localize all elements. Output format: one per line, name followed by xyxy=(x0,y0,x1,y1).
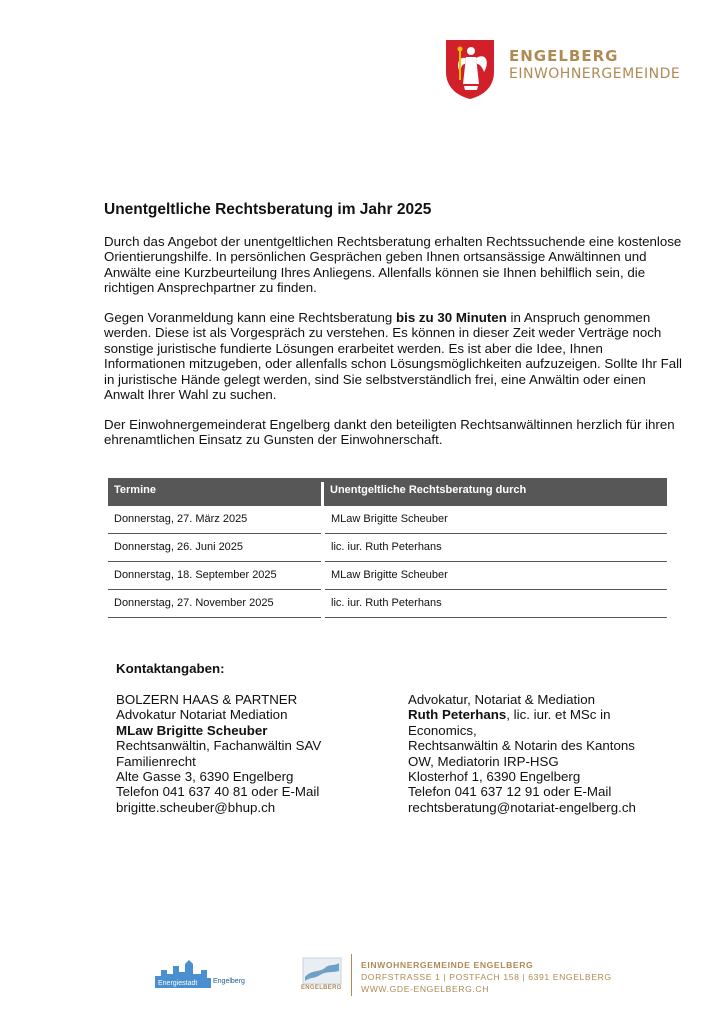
table-cell-date: Donnerstag, 27. März 2025 xyxy=(108,506,321,534)
energiestadt-label: Energiestadt xyxy=(158,980,198,987)
brand-wordmark xyxy=(509,49,680,81)
table-cell-date: Donnerstag, 26. Juni 2025 xyxy=(108,534,321,562)
table-cell-date: Donnerstag, 27. November 2025 xyxy=(108,590,321,618)
contact-phone: Telefon 041 637 12 91 oder E-Mail xyxy=(408,784,612,800)
engelberg-crest-logo xyxy=(444,38,496,100)
table-cell-date: Donnerstag, 18. September 2025 xyxy=(108,562,321,590)
paragraph2-text-after: in Anspruch genommen werden. Diese ist als Vorgespräch zu verstehen. Es können in dieser Zeit weder Verträge noch sonstige juristische fundierte Lösungen erarbeitet werden. Es ist aber die Idee, Ihnen Informationen mitzugeben, oder allenfalls schon Lösungsmöglichkeiten aufzuzeigen. Sollte Ihr Fall in juristische Hände gelegt werden, sind Sie selbstverständlich frei, eine Anwältin oder einen Anwalt Ihrer Wahl zu suchen. xyxy=(104,310,683,403)
contact-mediator: OW, Mediatorin IRP-HSG xyxy=(408,753,559,769)
contact-title: Rechtsanwältin, Fachanwältin SAV xyxy=(116,738,322,754)
footer-organization: EINWOHNERGEMEINDE ENGELBERG xyxy=(361,960,534,970)
contact-degree: , lic. iur. et MSc in xyxy=(506,707,611,723)
footer-address xyxy=(361,959,612,995)
paragraph2-text-before: Gegen Voranmeldung kann eine Rechtsberatung xyxy=(104,310,396,325)
brand-subtitle: EINWOHNERGEMEINDE xyxy=(509,66,681,82)
table-row xyxy=(108,506,667,534)
contact-phone: Telefon 041 637 40 81 oder E-Mail xyxy=(116,784,320,800)
contact-firm: BOLZERN HAAS & PARTNER xyxy=(116,692,298,707)
energiestadt-place: Engelberg xyxy=(213,978,245,985)
contact-email: rechtsberatung@notariat-engelberg.ch xyxy=(408,799,636,815)
table-header-dates: Termine xyxy=(114,484,156,496)
contact-peterhans xyxy=(408,692,658,815)
footer-website: WWW.GDE-ENGELBERG.CH xyxy=(361,984,490,994)
contact-degree-cont: Economics, xyxy=(408,722,477,738)
energiestadt-logo xyxy=(153,954,253,994)
contact-email: brigitte.scheuber@bhup.ch xyxy=(116,799,276,815)
contact-address: Alte Gasse 3, 6390 Engelberg xyxy=(116,769,294,785)
contact-services: Advokatur, Notariat & Mediation xyxy=(408,692,595,707)
table-header-advisor: Unentgeltliche Rechtsberatung durch xyxy=(330,484,527,496)
footer-divider xyxy=(351,954,352,996)
table-cell-advisor: MLaw Brigitte Scheuber xyxy=(325,506,667,534)
thanks-paragraph: Der Einwohnergemeinderat Engelberg dankt den beteiligten Rechtsanwältinnen herzlich für ihren ehrenamtlichen Einsatz zu Gunsten der Einwohnerschaft. xyxy=(104,417,675,448)
schedule-table xyxy=(108,478,667,618)
contacts-heading: Kontaktangaben: xyxy=(116,661,225,676)
table-cell-advisor: MLaw Brigitte Scheuber xyxy=(325,562,667,590)
contact-scheuber xyxy=(116,692,356,815)
document-title: Unentgeltliche Rechtsberatung im Jahr 2025 xyxy=(104,201,432,218)
intro-paragraph: Durch das Angebot der unentgeltlichen Rechtsberatung erhalten Rechtssuchende eine kostenlose Orientierungshilfe. In persönlichen Gesprächen geben Ihnen ortsansässige Anwältinnen und Anwälte eine Kurzbeurteilung Ihres Anliegens. Allenfalls können sie Ihnen behilflich sein, die richtigen Ansprechpartner zu finden. xyxy=(104,234,682,296)
duration-highlight: bis zu 30 Minuten xyxy=(396,310,507,325)
contact-address: Klosterhof 1, 6390 Engelberg xyxy=(408,769,581,785)
contact-name-line xyxy=(408,707,658,722)
table-row xyxy=(108,562,667,590)
footer-postal: DORFSTRASSE 1 | POSTFACH 158 | 6391 ENGELBERG xyxy=(361,972,612,982)
contact-services: Advokatur Notariat Mediation xyxy=(116,707,288,723)
engelberg-mountain-logo xyxy=(302,957,342,997)
contact-specialty: Familienrecht xyxy=(116,753,196,769)
table-header-row xyxy=(108,478,667,506)
table-cell-advisor: lic. iur. Ruth Peterhans xyxy=(325,534,667,562)
table-row xyxy=(108,534,667,562)
contact-name: Ruth Peterhans xyxy=(408,707,507,723)
contact-name: MLaw Brigitte Scheuber xyxy=(116,722,268,738)
contact-title: Rechtsanwältin & Notarin des Kantons xyxy=(408,738,635,754)
table-cell-advisor: lic. iur. Ruth Peterhans xyxy=(325,590,667,618)
table-row xyxy=(108,590,667,618)
consultation-paragraph xyxy=(104,310,684,402)
brand-name: ENGELBERG xyxy=(509,47,619,65)
small-logo-label: ENGELBERG xyxy=(301,985,342,991)
